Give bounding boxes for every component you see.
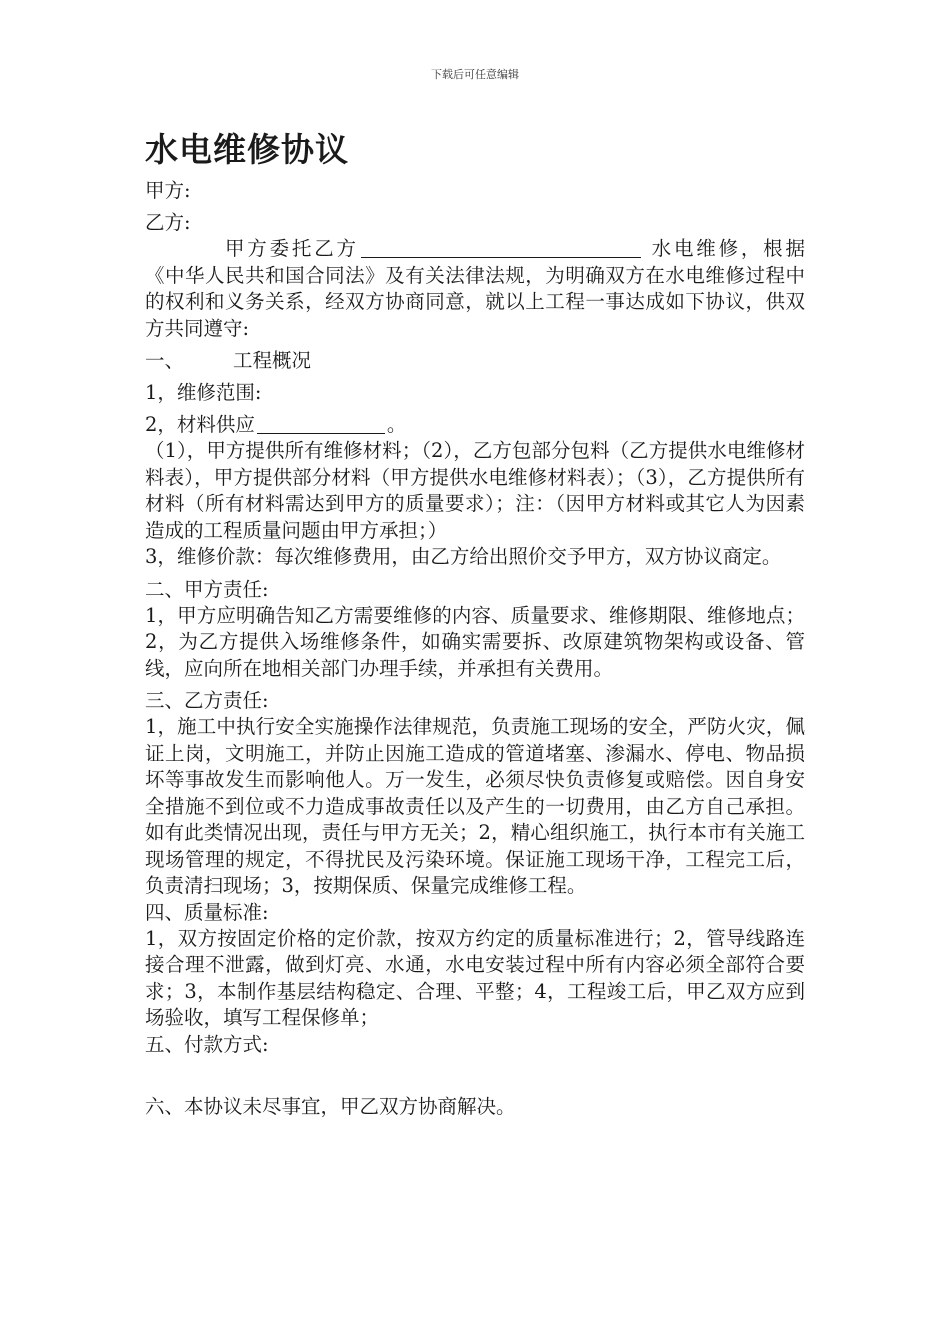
section1-number: 一、 <box>145 349 185 372</box>
intro-after-blank: 水电维修，根据《中华人民共和国合同法》及有关法律法规，为明确双方在水电维修过程中的权利和义务关系，经双方协商同意，就以上工程一事达成如下协议，供双方共同遵守: <box>145 237 805 340</box>
contractor-blank[interactable] <box>361 237 641 258</box>
section1-heading <box>145 348 805 374</box>
section1-item3: 3，维修价款：每次维修费用，由乙方给出照价交予甲方，双方协议商定。 <box>145 545 782 568</box>
document-title: 水电维修协议 <box>145 130 349 169</box>
section1-title: 工程概况 <box>233 349 312 372</box>
section3-heading: 三、乙方责任: <box>145 689 269 712</box>
item2-after-blank: 。 <box>386 413 407 436</box>
section2-body: 1，甲方应明确告知乙方需要维修的内容、质量要求、维修期限、维修地点；2，为乙方提供入场维修条件，如确实需要拆、改原建筑物架构或设备、管线，应向所在地相关部门办理手续，并承担有关费用。 <box>145 603 805 680</box>
section3-body: 1，施工中执行安全实施操作法律规范，负责施工现场的安全，严防火灾，佩证上岗，文明施工，并防止因施工造成的管道堵塞、渗漏水、停电、物品损坏等事故发生而影响他人。万一发生，必须尽快负责修复或赔偿。因自身安全措施不到位或不力造成事故责任以及产生的一切费用，由乙方自己承担。如有此类情况出现，责任与甲方无关；2，精心组织施工，执行本市有关施工现场管理的规定，不得扰民及污染环境。保证施工现场干净，工程完工后，负责清扫现场；3，按期保质、保量完成维修工程。 <box>145 715 805 897</box>
document-body <box>145 128 805 1120</box>
section1-item2 <box>145 412 805 438</box>
section4-body: 1，双方按固定价格的定价款，按双方约定的质量标准进行；2，管导线路连接合理不泄露，做到灯亮、水通，水电安装过程中所有内容必须全部符合要求；3，本制作基层结构稳定、合理、平整；4，工程竣工后，甲乙双方应到场验收，填写工程保修单； <box>145 926 805 1029</box>
header-note: 下载后可任意编辑 <box>431 68 519 81</box>
section5-heading: 五、付款方式: <box>145 1032 269 1056</box>
party-b-label: 乙方: <box>145 211 191 234</box>
section2-heading: 二、甲方责任: <box>145 577 269 601</box>
intro-before-blank: 甲方委托乙方 <box>225 237 359 260</box>
intro-paragraph <box>145 236 805 342</box>
materials-paragraph: （1），甲方提供所有维修材料；（2），乙方包部分包料（乙方提供水电维修材料表），甲方提供部分材料（甲方提供水电维修材料表）；（3），乙方提供所有材料（所有材料需达到甲方的质量要求）；注：（因甲方材料或其它人为因素造成的工程质量问题由甲方承担；） <box>145 439 805 542</box>
section1-item1: 1，维修范围: <box>145 381 262 404</box>
section6-text: 六、本协议未尽事宜，甲乙双方协商解决。 <box>145 1094 516 1118</box>
item2-before-blank: 2，材料供应 <box>145 413 255 436</box>
material-supply-blank[interactable] <box>257 413 385 434</box>
section4-heading: 四、质量标准: <box>145 900 269 924</box>
party-a-label: 甲方: <box>145 179 191 202</box>
